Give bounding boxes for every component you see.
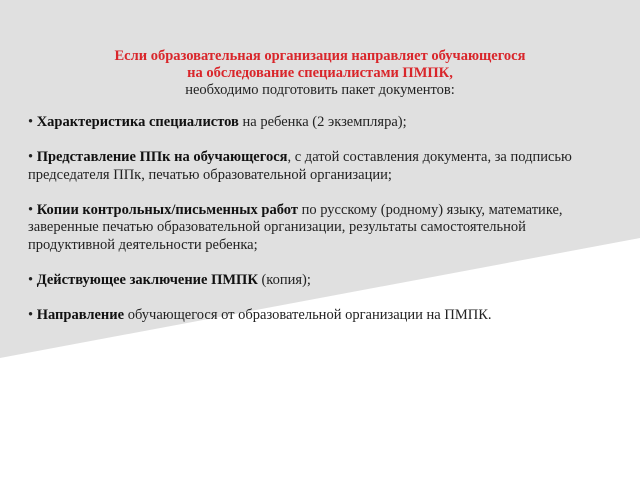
list-item [28,307,608,325]
item-bold: Характеристика специалистов [36,114,239,130]
bullet: • [28,306,37,323]
list-item [28,272,608,290]
heading-line-3: необходимо подготовить пакет документов: [185,82,455,98]
bullet: • [28,271,37,288]
bullet: • [28,149,37,165]
item-text: (копия); [257,271,311,288]
list-item [28,114,608,132]
item-bold: Представление ППк на обучающегося [36,149,288,165]
item-text: , с датой составления документа, за подписью председателя ППк, печатью образовательной организации; [28,149,572,183]
bullet: • [28,114,37,130]
item-bold: Действующее заключение ПМПК [36,271,258,288]
heading-line-1: Если образовательная организация направляет обучающегося [114,48,526,64]
item-text: обучающегося от образовательной организации на ПМПК. [124,306,492,323]
item-bold: Направление [36,306,125,323]
document-list [28,114,608,342]
bullet: • [28,201,37,218]
item-text: по русскому (родному) языку, математике, заверенные печатью образовательной организации, результаты самостоятельной продуктивной деятельности ребенка; [28,201,563,253]
list-item [28,149,608,184]
list-item [28,202,608,255]
item-text: на ребенка (2 экземпляра); [238,114,407,130]
item-bold: Копии контрольных/письменных работ [36,201,298,218]
heading-line-2: на обследование специалистами ПМПК, [187,65,453,81]
slide-heading [0,48,640,99]
